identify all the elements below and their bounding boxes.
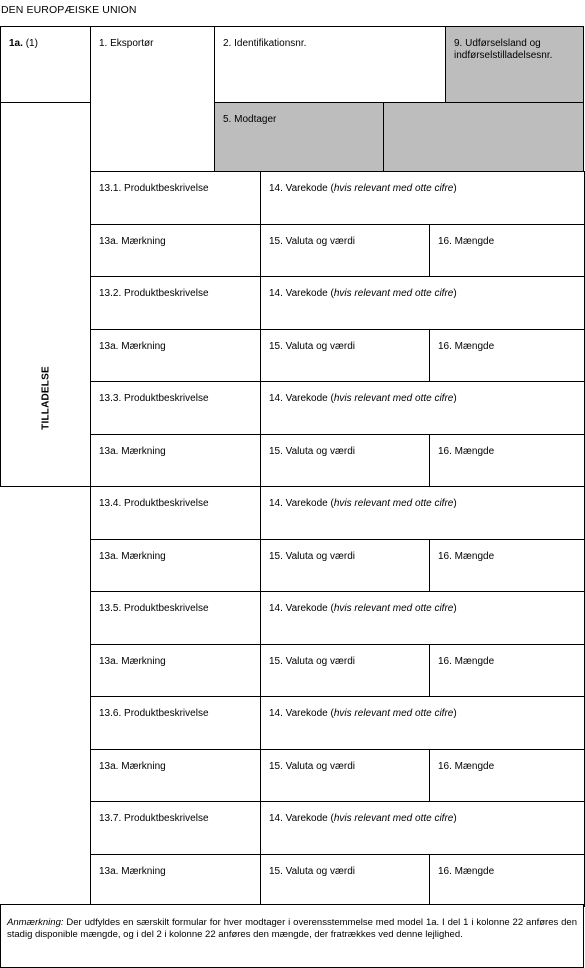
box-consignee-extension <box>383 102 584 172</box>
product-description-label: 13.2. Produktbeskrivelse <box>99 288 209 299</box>
commodity-code-cell[interactable] <box>260 801 585 855</box>
product-description-label: 13.6. Produktbeskrivelse <box>99 708 209 719</box>
marking-label: 13a. Mærkning <box>99 866 166 877</box>
commodity-code-label <box>269 498 457 510</box>
commodity-code-prefix: 14. Varekode ( <box>269 288 334 299</box>
marking-cell[interactable] <box>90 749 261 802</box>
quantity-cell[interactable] <box>429 224 585 277</box>
box-identification[interactable] <box>214 26 446 103</box>
currency-value-label: 15. Valuta og værdi <box>269 656 355 667</box>
currency-value-label: 15. Valuta og værdi <box>269 341 355 352</box>
commodity-code-hint: hvis relevant med otte cifre <box>333 393 454 404</box>
quantity-cell[interactable] <box>429 434 585 487</box>
marking-label: 13a. Mærkning <box>99 341 166 352</box>
quantity-cell[interactable] <box>429 749 585 802</box>
box-identification-label: 2. Identifikationsnr. <box>223 38 307 49</box>
currency-value-cell[interactable] <box>260 539 430 592</box>
commodity-code-hint: hvis relevant med otte cifre <box>333 813 454 824</box>
box-exporter[interactable] <box>90 26 215 172</box>
commodity-code-cell[interactable] <box>260 171 585 225</box>
product-description-cell[interactable] <box>90 696 261 750</box>
footnote-body: Der udfyldes en særskilt formular for hver modtager i overensstemmelse med model 1a. I del 1 i kolonne 22 anføres den stadig disponible mængde, og i del 2 i kolonne 22 anføres den mængde, der fratrækkes ved denne lejlighed. <box>7 917 577 940</box>
commodity-code-prefix: 14. Varekode ( <box>269 708 334 719</box>
marking-cell[interactable] <box>90 539 261 592</box>
product-description-label: 13.3. Produktbeskrivelse <box>99 393 209 404</box>
product-description-label: 13.7. Produktbeskrivelse <box>99 813 209 824</box>
product-description-cell[interactable] <box>90 171 261 225</box>
commodity-code-label <box>269 183 457 195</box>
product-description-cell[interactable] <box>90 381 261 435</box>
quantity-label: 16. Mængde <box>438 866 495 877</box>
marking-cell[interactable] <box>90 434 261 487</box>
commodity-code-suffix: ) <box>453 288 457 299</box>
box-consignee-label: 5. Modtager <box>223 114 277 125</box>
currency-value-label: 15. Valuta og værdi <box>269 761 355 772</box>
commodity-code-cell[interactable] <box>260 591 585 645</box>
commodity-code-hint: hvis relevant med otte cifre <box>333 183 454 194</box>
commodity-code-cell[interactable] <box>260 486 585 540</box>
marking-cell[interactable] <box>90 224 261 277</box>
quantity-label: 16. Mængde <box>438 656 495 667</box>
product-description-cell[interactable] <box>90 801 261 855</box>
quantity-label: 16. Mængde <box>438 761 495 772</box>
marking-label: 13a. Mærkning <box>99 761 166 772</box>
quantity-label: 16. Mængde <box>438 551 495 562</box>
commodity-code-prefix: 14. Varekode ( <box>269 183 334 194</box>
quantity-cell[interactable] <box>429 539 585 592</box>
product-description-label: 13.5. Produktbeskrivelse <box>99 603 209 614</box>
marking-label: 13a. Mærkning <box>99 236 166 247</box>
commodity-code-hint: hvis relevant med otte cifre <box>333 708 454 719</box>
marking-cell[interactable] <box>90 329 261 382</box>
form-header: DEN EUROPÆISKE UNION <box>1 4 137 16</box>
currency-value-cell[interactable] <box>260 434 430 487</box>
marking-label: 13a. Mærkning <box>99 656 166 667</box>
commodity-code-cell[interactable] <box>260 381 585 435</box>
box-1a <box>0 26 91 103</box>
footnote-text <box>7 917 577 941</box>
commodity-code-label <box>269 288 457 300</box>
currency-value-label: 15. Valuta og værdi <box>269 866 355 877</box>
product-description-label: 13.1. Produktbeskrivelse <box>99 183 209 194</box>
product-description-label: 13.4. Produktbeskrivelse <box>99 498 209 509</box>
currency-value-cell[interactable] <box>260 854 430 907</box>
commodity-code-suffix: ) <box>453 393 457 404</box>
commodity-code-label <box>269 708 457 720</box>
commodity-code-hint: hvis relevant med otte cifre <box>333 498 454 509</box>
quantity-cell[interactable] <box>429 644 585 697</box>
currency-value-label: 15. Valuta og værdi <box>269 551 355 562</box>
currency-value-cell[interactable] <box>260 329 430 382</box>
commodity-code-suffix: ) <box>453 708 457 719</box>
quantity-label: 16. Mængde <box>438 236 495 247</box>
side-panel <box>0 102 91 487</box>
quantity-cell[interactable] <box>429 329 585 382</box>
commodity-code-suffix: ) <box>453 603 457 614</box>
footnote-box <box>0 904 584 968</box>
box-exporter-label: 1. Eksportør <box>99 38 154 49</box>
product-description-cell[interactable] <box>90 276 261 330</box>
product-description-cell[interactable] <box>90 486 261 540</box>
box-1a-note-ref: (1) <box>25 38 38 49</box>
quantity-label: 16. Mængde <box>438 341 495 352</box>
commodity-code-cell[interactable] <box>260 276 585 330</box>
marking-label: 13a. Mærkning <box>99 551 166 562</box>
commodity-code-suffix: ) <box>453 498 457 509</box>
box-consignee <box>214 102 384 172</box>
product-description-cell[interactable] <box>90 591 261 645</box>
currency-value-cell[interactable] <box>260 224 430 277</box>
box-1a-number: 1a. <box>9 38 23 49</box>
box-country-licence-label: 9. Udførselsland og indførselstilladelsesnr. <box>454 38 553 61</box>
quantity-label: 16. Mængde <box>438 446 495 457</box>
side-label-tilladelse: TILLADELSE <box>40 366 52 430</box>
commodity-code-suffix: ) <box>453 813 457 824</box>
currency-value-cell[interactable] <box>260 644 430 697</box>
commodity-code-hint: hvis relevant med otte cifre <box>333 288 454 299</box>
commodity-code-hint: hvis relevant med otte cifre <box>333 603 454 614</box>
commodity-code-prefix: 14. Varekode ( <box>269 393 334 404</box>
commodity-code-label <box>269 603 457 615</box>
footnote-label: Anmærkning: <box>7 917 64 928</box>
currency-value-label: 15. Valuta og værdi <box>269 236 355 247</box>
quantity-cell[interactable] <box>429 854 585 907</box>
currency-value-label: 15. Valuta og værdi <box>269 446 355 457</box>
commodity-code-prefix: 14. Varekode ( <box>269 498 334 509</box>
currency-value-cell[interactable] <box>260 749 430 802</box>
commodity-code-prefix: 14. Varekode ( <box>269 603 334 614</box>
marking-label: 13a. Mærkning <box>99 446 166 457</box>
commodity-code-suffix: ) <box>453 183 457 194</box>
box-country-licence <box>445 26 584 103</box>
box-1a-label <box>9 38 38 50</box>
commodity-code-cell[interactable] <box>260 696 585 750</box>
commodity-code-prefix: 14. Varekode ( <box>269 813 334 824</box>
commodity-code-label <box>269 813 457 825</box>
commodity-code-label <box>269 393 457 405</box>
marking-cell[interactable] <box>90 644 261 697</box>
marking-cell[interactable] <box>90 854 261 907</box>
